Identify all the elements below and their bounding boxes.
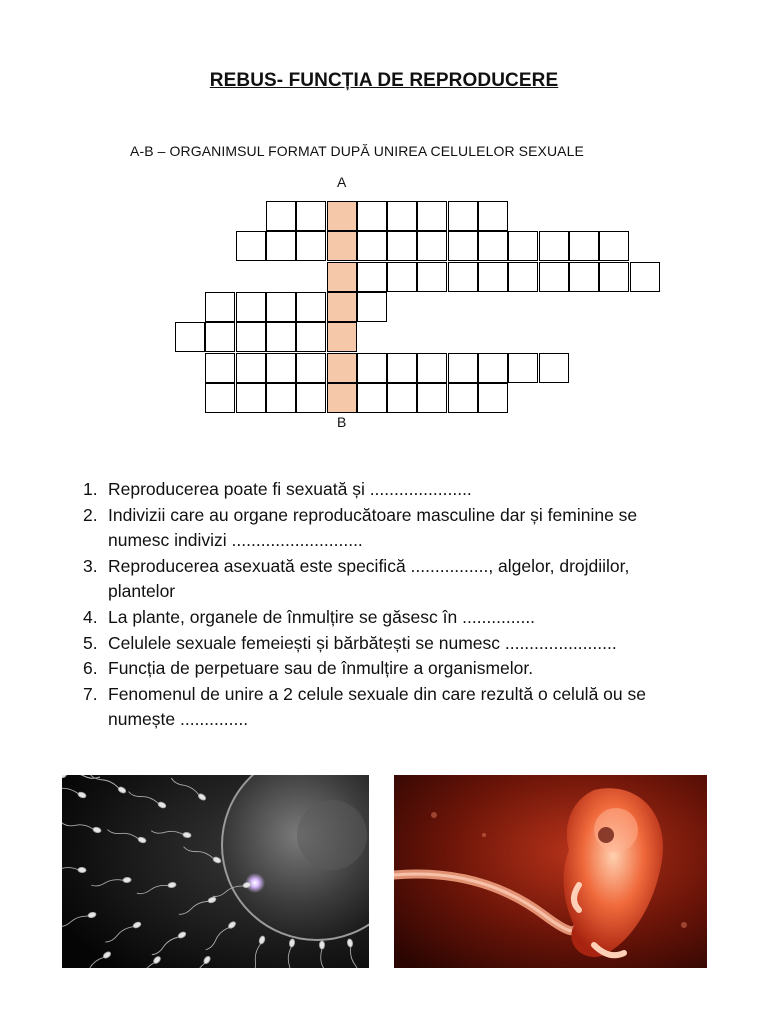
crossword-cell[interactable] bbox=[236, 292, 266, 322]
crossword-cell[interactable] bbox=[357, 292, 387, 322]
crossword-cell[interactable] bbox=[508, 231, 538, 261]
page-title: REBUS- FUNCȚIA DE REPRODUCERE bbox=[209, 70, 559, 91]
question-text: Reproducerea poate fi sexuată și ..................... bbox=[108, 479, 472, 499]
crossword-cell[interactable] bbox=[236, 383, 266, 413]
crossword-cell[interactable] bbox=[357, 231, 387, 261]
crossword-cell[interactable] bbox=[387, 201, 417, 231]
question-number: 3. bbox=[83, 555, 98, 576]
crossword-cell[interactable] bbox=[508, 353, 538, 383]
crossword-cell[interactable] bbox=[508, 262, 538, 292]
crossword-key-cell[interactable] bbox=[327, 322, 357, 352]
crossword-cell[interactable] bbox=[266, 292, 296, 322]
label-a: A bbox=[337, 174, 347, 190]
list-item bbox=[78, 605, 698, 631]
crossword-cell[interactable] bbox=[266, 231, 296, 261]
crossword-cell[interactable] bbox=[448, 231, 478, 261]
crossword-cell[interactable] bbox=[357, 262, 387, 292]
crossword-cell[interactable] bbox=[478, 262, 508, 292]
question-text: Celulele sexuale femeiești și bărbătești se numesc ....................... bbox=[108, 632, 617, 653]
crossword-cell[interactable] bbox=[236, 353, 266, 383]
list-item bbox=[78, 503, 698, 554]
crossword-cell[interactable] bbox=[569, 262, 599, 292]
list-item bbox=[78, 631, 698, 657]
crossword-cell[interactable] bbox=[266, 353, 296, 383]
crossword-key-cell[interactable] bbox=[327, 231, 357, 261]
crossword-cell[interactable] bbox=[417, 231, 447, 261]
crossword-cell[interactable] bbox=[478, 353, 508, 383]
crossword-cell[interactable] bbox=[296, 353, 326, 383]
crossword-key-cell[interactable] bbox=[327, 353, 357, 383]
crossword-cell[interactable] bbox=[357, 201, 387, 231]
crossword-cell[interactable] bbox=[478, 201, 508, 231]
question-text: Funcția de perpetuare sau de înmulțire a organismelor. bbox=[108, 658, 534, 679]
question-number: 6. bbox=[83, 658, 98, 679]
crossword-cell[interactable] bbox=[266, 322, 296, 352]
crossword-cell[interactable] bbox=[539, 231, 569, 261]
question-number: 7. bbox=[83, 683, 98, 704]
embryo-image bbox=[394, 775, 707, 968]
question-text: Indivizii care au organe reproducătoare masculine dar și feminine se numesc indivizi ........................... bbox=[108, 504, 638, 551]
crossword-cell[interactable] bbox=[387, 231, 417, 261]
crossword-cell[interactable] bbox=[387, 353, 417, 383]
fertilization-image bbox=[62, 775, 369, 968]
question-text: La plante, organele de înmulțire se găsesc în ............... bbox=[108, 606, 536, 627]
crossword-cell[interactable] bbox=[569, 231, 599, 261]
crossword-cell[interactable] bbox=[448, 201, 478, 231]
crossword-cell[interactable] bbox=[205, 353, 235, 383]
crossword-cell[interactable] bbox=[357, 353, 387, 383]
question-list bbox=[78, 477, 698, 733]
crossword-cell[interactable] bbox=[296, 383, 326, 413]
crossword-cell[interactable] bbox=[236, 322, 266, 352]
crossword-cell[interactable] bbox=[296, 292, 326, 322]
crossword-cell[interactable] bbox=[478, 383, 508, 413]
crossword-cell[interactable] bbox=[599, 231, 629, 261]
crossword-cell[interactable] bbox=[205, 383, 235, 413]
question-number: 4. bbox=[83, 606, 98, 627]
list-item bbox=[78, 554, 698, 605]
crossword-cell[interactable] bbox=[478, 231, 508, 261]
crossword-cell[interactable] bbox=[448, 262, 478, 292]
question-text: Fenomenul de unire a 2 celule sexuale din care rezultă o celulă ou se numește .............. bbox=[108, 683, 646, 730]
crossword-cell[interactable] bbox=[387, 262, 417, 292]
crossword-cell[interactable] bbox=[205, 322, 235, 352]
crossword-cell[interactable] bbox=[387, 383, 417, 413]
question-text: Reproducerea asexuată este specifică ................, algelor, drojdiilor, plantelor bbox=[108, 555, 630, 602]
crossword-cell[interactable] bbox=[296, 322, 326, 352]
crossword-cell[interactable] bbox=[630, 262, 660, 292]
list-item bbox=[78, 682, 698, 733]
question-number: 2. bbox=[83, 504, 98, 525]
crossword-cell[interactable] bbox=[266, 383, 296, 413]
crossword-cell[interactable] bbox=[539, 353, 569, 383]
crossword-cell[interactable] bbox=[175, 322, 205, 352]
crossword-hint: A-B – ORGANIMSUL FORMAT DUPĂ UNIREA CELULELOR SEXUALE bbox=[130, 143, 584, 159]
crossword-cell[interactable] bbox=[205, 292, 235, 322]
question-number: 5. bbox=[83, 632, 98, 653]
crossword-key-cell[interactable] bbox=[327, 383, 357, 413]
crossword-key-cell[interactable] bbox=[327, 292, 357, 322]
crossword-cell[interactable] bbox=[417, 201, 447, 231]
crossword-cell[interactable] bbox=[448, 383, 478, 413]
crossword-cell[interactable] bbox=[599, 262, 629, 292]
crossword-cell[interactable] bbox=[296, 231, 326, 261]
label-b: B bbox=[337, 414, 347, 430]
crossword-cell[interactable] bbox=[417, 353, 447, 383]
list-item bbox=[78, 477, 698, 503]
crossword-cell[interactable] bbox=[417, 262, 447, 292]
crossword-key-cell[interactable] bbox=[327, 201, 357, 231]
crossword-cell[interactable] bbox=[539, 262, 569, 292]
list-item bbox=[78, 656, 698, 682]
crossword-cell[interactable] bbox=[236, 231, 266, 261]
question-number: 1. bbox=[83, 479, 98, 499]
crossword-cell[interactable] bbox=[417, 383, 447, 413]
crossword-cell[interactable] bbox=[296, 201, 326, 231]
crossword-key-cell[interactable] bbox=[327, 262, 357, 292]
crossword-cell[interactable] bbox=[266, 201, 296, 231]
crossword-cell[interactable] bbox=[448, 353, 478, 383]
crossword-cell[interactable] bbox=[357, 383, 387, 413]
